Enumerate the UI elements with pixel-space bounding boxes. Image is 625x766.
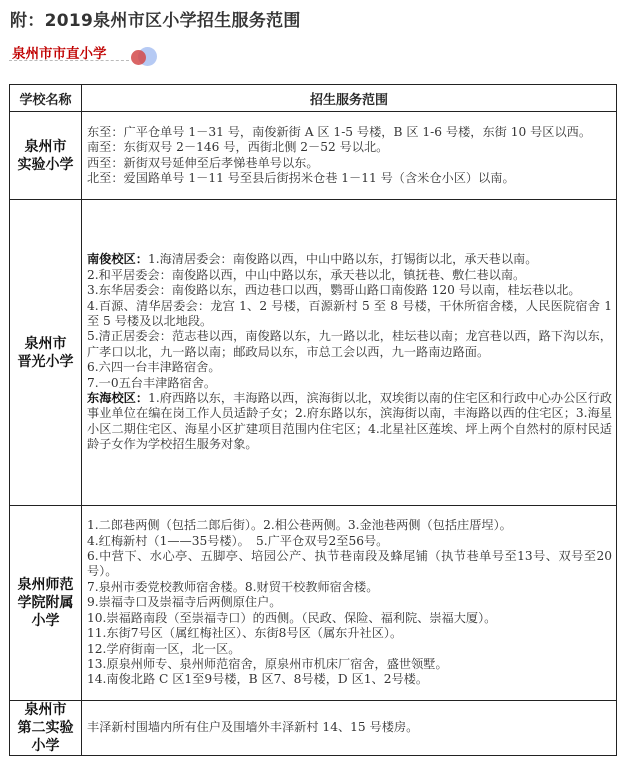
scope-line: 11.东街7号区（属红梅社区）、东街8号区（属东升社区）。	[87, 626, 403, 641]
scope-line: 北至：爱国路单号 1－11 号至县后街拐米仓巷 1－11 号（含米仓小区）以南。	[87, 170, 515, 185]
scope-line: 4.红梅新村（1——35号楼）。 5.广平仓双号2至56号。	[87, 533, 389, 548]
scope-line: 丰泽新村围墙内所有住户及围墙外丰泽新村 14、15 号楼房。	[87, 720, 419, 735]
school-name-line: 泉州师范	[17, 577, 74, 593]
school-name-line: 小学	[31, 613, 60, 629]
school-name-line: 晋光小学	[17, 353, 74, 370]
school-name-line: 学院附属	[17, 595, 74, 611]
campus-label-nanjun: 南俊校区：	[87, 252, 148, 267]
scope-line	[87, 391, 612, 453]
school-name-cell	[10, 112, 82, 200]
scope-line: 7.一0五台丰津路宿舍。	[87, 375, 217, 390]
section-divider	[9, 60, 129, 61]
scope-cell	[82, 112, 617, 200]
scope-line: 西至：新街双号延伸至后孝悌巷单号以东。	[87, 155, 319, 170]
scope-cell	[82, 506, 617, 701]
school-name-line: 泉州市	[24, 138, 67, 155]
scope-line: 10.崇福路南段（至崇福寺口）的西侧。（民政、保险、福利院、崇福大厦）。	[87, 610, 497, 625]
scope-line: 12.学府街南一区，北一区。	[87, 641, 241, 656]
scope-cell	[82, 701, 617, 756]
header-enrollment-scope: 招生服务范围	[82, 85, 617, 112]
page-title: 附：2019泉州市区小学招生服务范围	[10, 11, 301, 31]
scope-line	[87, 252, 612, 267]
table-row	[10, 506, 617, 701]
scope-line: 3.东华居委会：南俊路以东，西边巷口以西，鹦哥山路口南俊路 120 号以南，桂坛巷以北。	[87, 283, 581, 298]
school-name-cell	[10, 701, 82, 756]
school-name-cell	[10, 200, 82, 506]
enrollment-scope-table	[9, 84, 617, 756]
school-name-line: 第二实验	[17, 720, 74, 736]
scope-text: 1.海清居委会：南俊路以西，中山中路以东，打锡街以北，承天巷以南。	[147, 252, 538, 267]
scope-line: 7.泉州市委党校教师宿舍楼。8.财贸干校教师宿舍楼。	[87, 579, 379, 594]
scope-line: 14.南俊北路 C 区1至9号楼，B 区7、8号楼，D 区1、2号楼。	[87, 672, 429, 687]
campus-label-donghai: 东海校区：	[87, 391, 149, 406]
scope-line: 13.原泉州师专、泉州师范宿舍，原泉州市机床厂宿舍，盛世领墅。	[87, 656, 448, 671]
section-tag: 泉州市市直小学	[12, 46, 107, 62]
school-name-cell	[10, 506, 82, 701]
scope-text: 1.府西路以东，丰海路以西，滨海街以北，双埃街以南的住宅区和行政中心办公区行政事业单位在编在岗工作人员适龄子女；2.府东路以东，滨海街以南，丰海路以西的住宅区；3.海星小区二期住宅区、海星小区扩建项目范围内住宅区；4.北星社区莲埃、坪上两个自然村的原村民适龄子女作为学校招生服务对象。	[87, 391, 612, 452]
scope-line: 南至：东街双号 2－146 号，西街北侧 2－52 号以北。	[87, 140, 389, 155]
scope-line: 5.清正居委会：范志巷以西，南俊路以东，九一路以北，桂坛巷以南；龙宫巷以西，路下沟以东，广孝口以北，九一路以南；邮政局以东，市总工会以西，九一路南边路面。	[87, 329, 612, 359]
scope-line: 6.中营下、水心亭、五脚亭、培园公产、执节巷南段及蜂尾铺（执节巷单号至13号、双号至20号）。	[87, 549, 612, 579]
scope-line: 东至：广平仓单号 1－31 号，南俊新街 A 区 1-5 号楼，B 区 1-6 号楼，东街 10 号区以西。	[87, 124, 592, 139]
scope-line: 9.崇福寺口及崇福寺后两侧原住户。	[87, 595, 282, 610]
header-school-name: 学校名称	[10, 85, 82, 112]
table-row	[10, 200, 617, 506]
scope-line: 1.二郎巷两侧（包括二郎后街）。2.相公巷两侧。3.金池巷两侧（包括庄厝埕）。	[87, 518, 512, 533]
red-dot-decoration-icon	[131, 50, 146, 65]
scope-cell	[82, 200, 617, 506]
school-name-line: 泉州市	[24, 335, 67, 352]
table-row	[10, 701, 617, 756]
scope-line: 2.和平居委会：南俊路以西，中山中路以东，承天巷以北，镇抚巷、敷仁巷以南。	[87, 267, 526, 282]
table-header-row	[10, 85, 617, 112]
school-name-line: 泉州市	[24, 702, 67, 718]
scope-line: 6.六四一台丰津路宿舍。	[87, 360, 221, 375]
school-name-line: 小学	[31, 738, 60, 754]
table-row	[10, 112, 617, 200]
scope-line: 4.百源、清华居委会：龙宫 1、2 号楼，百源新村 5 至 8 号楼，干休所宿舍楼，人民医院宿舍 1 至 5 号楼及以北地段。	[87, 298, 612, 328]
school-name-line: 实验小学	[17, 156, 74, 173]
